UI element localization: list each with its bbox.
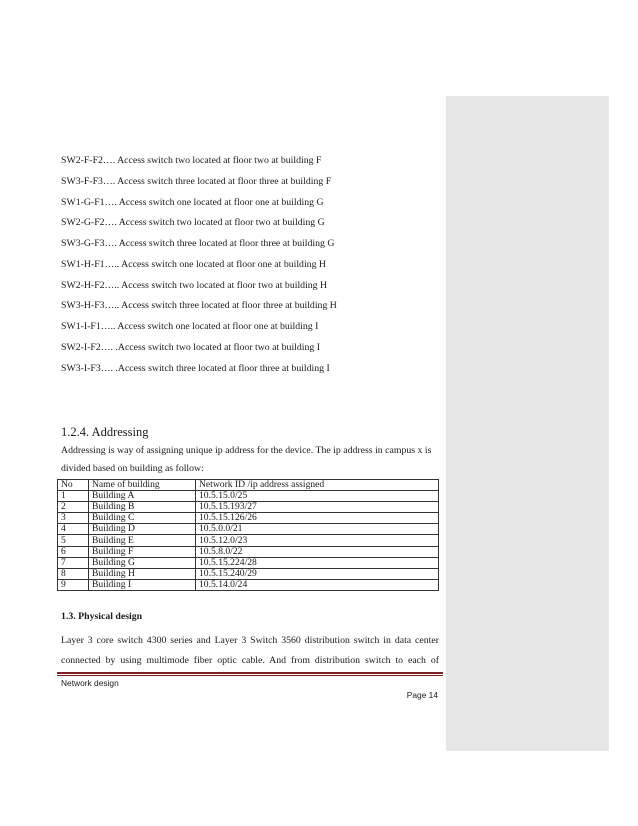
- switch-line-9: SW1-I-F1….. Access switch one located at floor one at building I: [61, 321, 319, 332]
- table-row: [58, 579, 439, 590]
- table-row: [58, 557, 439, 568]
- cell-building: Building I: [89, 579, 196, 590]
- cell-no: 6: [58, 546, 89, 557]
- cell-no: 5: [58, 535, 89, 546]
- switch-line-11: SW3-I-F3…. .Access switch three located at floor three at building I: [61, 363, 330, 374]
- header-no: No: [58, 480, 89, 491]
- cell-no: 7: [58, 557, 89, 568]
- intro-line-1: Addressing is way of assigning unique ip address for the device. The ip address in campus x is: [61, 445, 432, 456]
- table-row: [58, 524, 439, 535]
- physical-line-1: Layer 3 core switch 4300 series and Layer 3 Switch 3560 distribution switch in data center: [61, 635, 439, 646]
- cell-no: 9: [58, 579, 89, 590]
- cell-no: 4: [58, 524, 89, 535]
- cell-network: 10.5.15.193/27: [196, 502, 439, 513]
- section-heading-addressing: 1.2.4. Addressing: [61, 425, 149, 439]
- table-header-row: [58, 480, 439, 491]
- cell-building: Building E: [89, 535, 196, 546]
- switch-line-10: SW2-I-F2…. .Access switch two located at floor two at building I: [61, 342, 321, 353]
- intro-line-2: divided based on building as follow:: [61, 463, 204, 474]
- physical-paragraph: [61, 631, 439, 671]
- footer-divider: [57, 672, 443, 674]
- table-row: [58, 513, 439, 524]
- table-row: [58, 491, 439, 502]
- physical-line-2: connected by using multimode fiber optic cable. And from distribution switch to each of: [61, 655, 439, 666]
- switch-line-3: SW1-G-F1…. Access switch one located at floor one at building G: [61, 197, 324, 208]
- header-network: Network ID /ip address assigned: [196, 480, 439, 491]
- footer-title: Network design: [61, 678, 119, 688]
- cell-no: 8: [58, 568, 89, 579]
- cell-no: 2: [58, 502, 89, 513]
- cell-network: 10.5.15.240/29: [196, 568, 439, 579]
- cell-building: Building A: [89, 491, 196, 502]
- comment-pane: [446, 96, 609, 751]
- section-heading-physical: 1.3. Physical design: [61, 611, 143, 622]
- cell-no: 3: [58, 513, 89, 524]
- page-number: Page 14: [406, 690, 438, 700]
- cell-building: Building B: [89, 502, 196, 513]
- footer-divider-thin: [57, 675, 443, 676]
- cell-network: 10.5.8.0/22: [196, 546, 439, 557]
- switch-line-5: SW3-G-F3…. Access switch three located at floor three at building G: [61, 238, 335, 249]
- cell-network: 10.5.12.0/23: [196, 535, 439, 546]
- cell-no: 1: [58, 491, 89, 502]
- table-row: [58, 568, 439, 579]
- switch-line-1: SW2-F-F2…. Access switch two located at floor two at building F: [61, 155, 322, 166]
- table-row: [58, 535, 439, 546]
- switch-line-6: SW1-H-F1….. Access switch one located at floor one at building H: [61, 259, 327, 270]
- cell-building: Building C: [89, 513, 196, 524]
- cell-network: 10.5.14.0/24: [196, 579, 439, 590]
- cell-building: Building F: [89, 546, 196, 557]
- switch-line-2: SW3-F-F3…. Access switch three located at floor three at building F: [61, 176, 332, 187]
- table-row: [58, 502, 439, 513]
- cell-network: 10.5.15.126/26: [196, 513, 439, 524]
- cell-network: 10.5.0.0/21: [196, 524, 439, 535]
- header-name: Name of building: [89, 480, 196, 491]
- switch-line-8: SW3-H-F3….. Access switch three located at floor three at building H: [61, 300, 337, 311]
- cell-building: Building G: [89, 557, 196, 568]
- switch-line-4: SW2-G-F2…. Access switch two located at floor two at building G: [61, 217, 325, 228]
- cell-building: Building H: [89, 568, 196, 579]
- cell-building: Building D: [89, 524, 196, 535]
- switch-line-7: SW2-H-F2….. Access switch two located at floor two at building H: [61, 280, 328, 291]
- addressing-intro: [61, 442, 439, 478]
- cell-network: 10.5.15.0/25: [196, 491, 439, 502]
- table-row: [58, 546, 439, 557]
- address-table: [57, 479, 439, 591]
- cell-network: 10.5.15.224/28: [196, 557, 439, 568]
